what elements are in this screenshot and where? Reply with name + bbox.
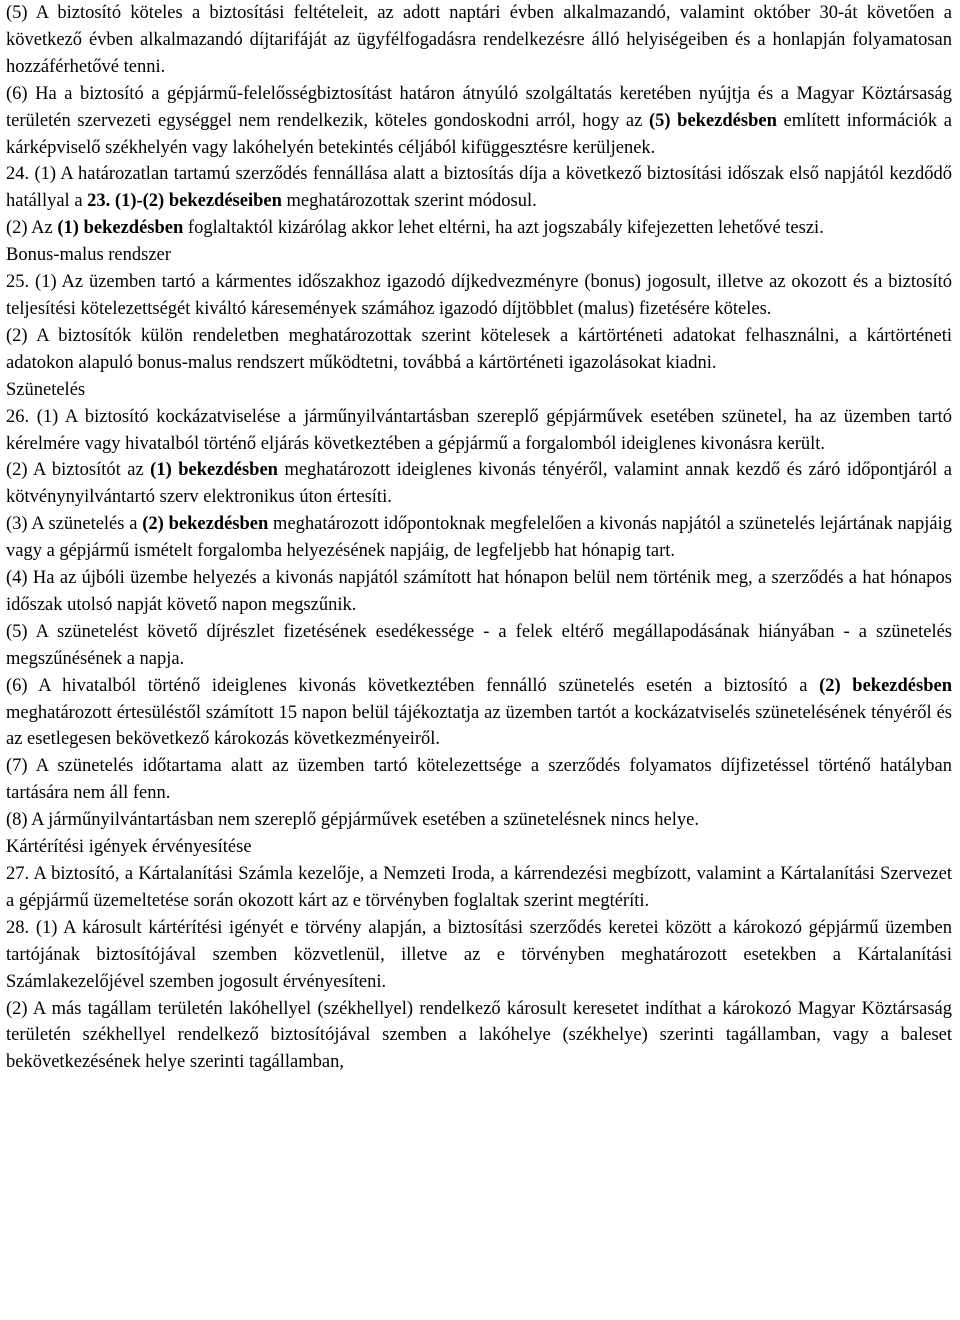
paragraph bbox=[6, 511, 952, 565]
paragraph bbox=[6, 377, 952, 404]
paragraph bbox=[6, 161, 952, 215]
text-run: 27. A biztosító, a Kártalanítási Számla kezelője, a Nemzeti Iroda, a kárrendezési megbízott, valamint a Kártalanítási Szervezet a gépjármű üzemeltetése során okozott kárt az e törvényben foglaltak szerint megtéríti. bbox=[6, 864, 952, 911]
text-run: (2) A más tagállam területén lakóhellyel (székhellyel) rendelkező károsult keresetet indíthat a károkozó Magyar Köztársaság területén székhellyel rendelkező biztosítójával szemben a lakóhelye (székhelye) szerinti tagállamban, vagy a baleset bekövetkezésének helye szerinti tagállamban, bbox=[6, 998, 952, 1073]
text-run: (6) A hivatalból történő ideiglenes kivonás következtében fennálló szünetelés esetén a biztosító a bbox=[6, 675, 820, 696]
bold-reference: (1) bekezdésben bbox=[57, 218, 184, 239]
paragraph bbox=[6, 619, 952, 673]
paragraph bbox=[6, 242, 952, 269]
text-run: (7) A szünetelés időtartama alatt az üzemben tartó kötelezettsége a szerződés folyamatos díjfizetéssel történő hatályban tartására nem áll fenn. bbox=[6, 756, 952, 804]
text-run: 28. (1) A károsult kártérítési igényét e törvény alapján, a biztosítási szerződés keretei között a károkozó gépjármű üzemben tartójának biztosítójával szemben közvetlenül, illetve az e törvényben meghatározott esetekben a Kártalanítási Számlakezelőjével szemben jogosult érvényesíteni. bbox=[6, 917, 952, 992]
text-run: (3) A szünetelés a bbox=[6, 514, 143, 535]
text-run: meghatározottak szerint módosul. bbox=[281, 191, 537, 212]
text-run: Szünetelés bbox=[6, 379, 86, 400]
paragraph bbox=[6, 673, 952, 754]
text-run: Bonus-malus rendszer bbox=[6, 245, 171, 266]
text-run: (2) A biztosítót az bbox=[6, 460, 151, 481]
bold-reference: (1) bekezdésben bbox=[150, 460, 278, 481]
text-run: említett információk a kárképviselő székhelyén vagy lakóhelyén betekintés céljából kifüggesztésre kerüljenek. bbox=[6, 110, 953, 158]
text-run: 26. (1) A biztosító kockázatviselése a járműnyilvántartásban szereplő gépjárművek esetében szünetel, ha az üzemben tartó kérelmére vagy hivatalból történő eljárás következtében a gépjármű a forgalomból ideiglenes kivonásra került. bbox=[6, 406, 952, 454]
text-run: (5) A biztosító köteles a biztosítási feltételeit, az adott naptári évben alkalmazandó, valamint október 30-át követően a következő évben alkalmazandó díjtarifáját az ügyfélfogadásra rendelkezésre álló helyiségeiben és a honlapján folyamatosan hozzáférhetővé tenni. bbox=[6, 3, 952, 77]
text-run: (6) Ha a biztosító a gépjármű-felelősségbiztosítást határon átnyúló szolgáltatás keretében nyújtja és a Magyar Köztársaság területén szervezeti egységgel nem rendelkezik, köteles gondoskodni arról, hogy az bbox=[6, 83, 952, 131]
text-run: meghatározott ideiglenes kivonás tényéről, valamint annak kezdő és záró időpontjáról a kötvénynyilvántartó szerv elektronikus úton értesíti. bbox=[6, 460, 952, 508]
paragraph bbox=[6, 81, 952, 162]
bold-reference: (2) bekezdésben bbox=[819, 675, 952, 696]
paragraph bbox=[6, 565, 952, 619]
text-run: (8) A járműnyilvántartásban nem szereplő gépjárművek esetében a szünetelésnek nincs helye. bbox=[6, 810, 699, 831]
paragraph bbox=[6, 323, 952, 377]
bold-reference: (2) bekezdésben bbox=[142, 514, 269, 535]
bold-reference: 23. (1)-(2) bekezdéseiben bbox=[87, 191, 282, 212]
paragraph bbox=[6, 861, 952, 915]
paragraph bbox=[6, 404, 952, 458]
paragraph bbox=[6, 996, 952, 1077]
bold-reference: (5) bekezdésben bbox=[648, 110, 777, 131]
paragraph bbox=[6, 807, 952, 834]
paragraph bbox=[6, 753, 952, 807]
text-run: Kártérítési igények érvényesítése bbox=[6, 837, 252, 858]
paragraph bbox=[6, 834, 952, 861]
text-run: meghatározott értesüléstől számított 15 napon belül tájékoztatja az üzemben tartót a kockázatviselés szünetelésének tényéről és az esetlegesen bekövetkező károkozás következményeiről. bbox=[6, 702, 952, 750]
paragraph bbox=[6, 915, 952, 996]
text-run: 25. (1) Az üzemben tartó a kármentes időszakhoz igazodó díjkedvezményre (bonus) jogosult, illetve az okozott és a biztosító teljesítési kötelezettségét kiváltó káresemények számához igazodó díjtöbblet (malus) fizetésére köteles. bbox=[6, 272, 952, 319]
text-run: foglaltaktól kizárólag akkor lehet eltérni, ha azt jogszabály kifejezetten lehetővé teszi. bbox=[183, 218, 824, 239]
paragraph bbox=[6, 269, 952, 323]
paragraph bbox=[6, 457, 952, 511]
text-run: (4) Ha az újbóli üzembe helyezés a kivonás napjától számított hat hónapon belül nem történik meg, a szerződés a hat hónapos időszak utolsó napját követő napon megszűnik. bbox=[6, 568, 952, 615]
paragraph bbox=[6, 215, 952, 242]
text-run: (5) A szünetelést követő díjrészlet fizetésének esedékessége - a felek eltérő megállapodásának hiányában - a szünetelés megszűnésének a napja. bbox=[6, 621, 952, 669]
text-run: meghatározott időpontoknak megfelelően a kivonás napjától a szünetelés lejártának napjáig vagy a gépjármű ismételt forgalomba helyezésének napjáig, de legfeljebb hat hónapig tart. bbox=[6, 514, 952, 562]
text-run: 24. (1) A határozatlan tartamú szerződés fennállása alatt a biztosítás díja a következő biztosítási időszak első napjától kezdődő hatállyal a bbox=[6, 164, 952, 212]
text-run: (2) Az bbox=[6, 218, 58, 239]
text-run: (2) A biztosítók külön rendeletben meghatározottak szerint kötelesek a kártörténeti adatokat felhasználni, a kártörténeti adatokon alapuló bonus-malus rendszert működtetni, továbbá a kártörténeti igazolásokat kiadni. bbox=[6, 325, 952, 373]
paragraph bbox=[6, 0, 952, 81]
